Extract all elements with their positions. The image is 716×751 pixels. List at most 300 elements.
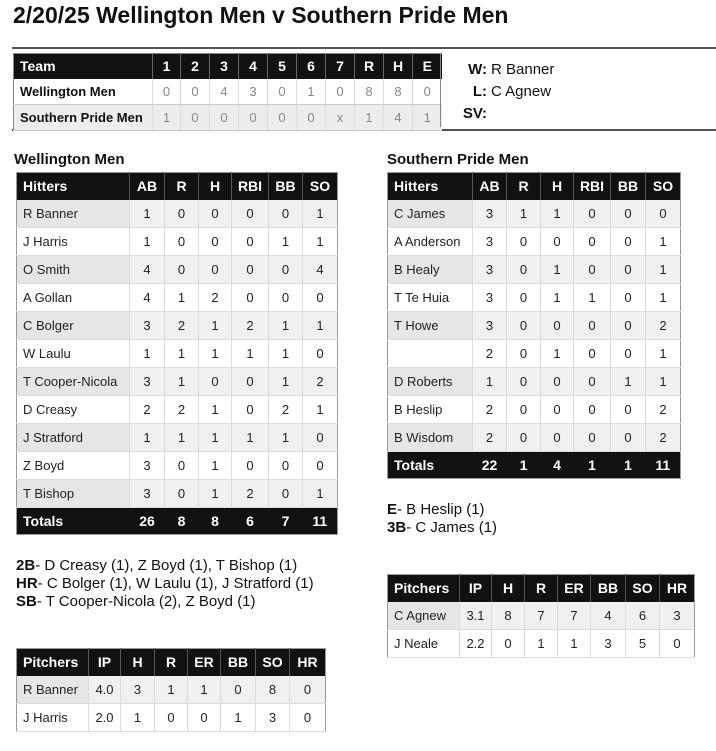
pitcher-name: R Banner: [17, 676, 89, 704]
stat-cell: 3: [473, 200, 507, 228]
home-hitters-table: [16, 172, 338, 535]
stat-cell: 0: [574, 228, 611, 256]
home-hitters-header-cell: SO: [303, 173, 338, 200]
loss-pitcher-name: C Agnew: [491, 83, 552, 100]
stat-cell: 1: [188, 676, 221, 704]
hitter-name: T Cooper-Nicola: [17, 368, 130, 396]
pitchers-header-cell: HR: [660, 575, 695, 602]
line-score-cell: 0: [153, 79, 181, 105]
stat-cell: 0: [165, 228, 199, 256]
hitter-name: D Roberts: [388, 368, 473, 396]
stat-cell: 0: [232, 256, 269, 284]
line-score-cell: 0: [210, 105, 239, 131]
stat-cell: 1: [199, 312, 232, 340]
stat-cell: 8: [256, 676, 290, 704]
hitter-name: B Wisdom: [388, 424, 473, 452]
note-label: SB: [16, 593, 37, 610]
away-pitchers-header: [388, 575, 695, 602]
stat-cell: 1: [232, 424, 269, 452]
line-score-cell: 0: [239, 105, 268, 131]
stat-cell: 0: [199, 368, 232, 396]
stat-cell: 7: [525, 602, 558, 630]
line-score-cell: 4: [384, 105, 413, 131]
away-game-notes: [387, 501, 497, 537]
stat-cell: 0: [611, 396, 646, 424]
stat-cell: 3: [473, 284, 507, 312]
stat-cell: 4: [130, 284, 165, 312]
stat-cell: 0: [199, 228, 232, 256]
hitter-row: [17, 200, 338, 228]
stat-cell: 1: [232, 340, 269, 368]
stat-cell: 0: [232, 396, 269, 424]
pitcher-row: [17, 676, 326, 704]
pitchers-header-cell: Pitchers: [17, 649, 89, 676]
hitter-row: [17, 312, 338, 340]
total-cell: 26: [130, 508, 165, 535]
line-score-cell: 0: [413, 79, 442, 105]
away-hitters-header: [388, 173, 681, 200]
stat-cell: 3: [130, 368, 165, 396]
line-score-header-cell: 6: [297, 54, 326, 79]
hitter-name: T Bishop: [17, 480, 130, 508]
line-score-row: [14, 79, 442, 105]
stat-cell: 0: [290, 704, 326, 732]
line-score-table: [13, 53, 442, 131]
total-cell: 7: [269, 508, 303, 535]
stat-cell: 1: [155, 676, 188, 704]
stat-cell: 2: [232, 312, 269, 340]
stat-cell: 0: [611, 312, 646, 340]
stat-cell: 0: [232, 200, 269, 228]
stat-cell: 0: [303, 424, 338, 452]
stat-cell: 1: [165, 340, 199, 368]
stat-cell: 0: [269, 480, 303, 508]
stat-cell: 7: [558, 602, 591, 630]
hitter-row: [17, 368, 338, 396]
hitter-name: T Te Huia: [388, 284, 473, 312]
stat-cell: 1: [269, 424, 303, 452]
away-hitters-header-cell: H: [541, 173, 574, 200]
stat-cell: 2: [165, 396, 199, 424]
stat-cell: 1: [541, 256, 574, 284]
stat-cell: 1: [130, 228, 165, 256]
home-game-notes: [16, 557, 314, 611]
hitter-row: [388, 200, 681, 228]
hitter-row: [17, 424, 338, 452]
loss-label: L:: [472, 83, 487, 100]
home-pitchers-header: [17, 649, 326, 676]
note-line: [16, 593, 314, 611]
home-hitters-header-cell: BB: [269, 173, 303, 200]
stat-cell: 1: [121, 704, 155, 732]
stat-cell: 4: [591, 602, 626, 630]
line-score-header-cell: 4: [239, 54, 268, 79]
line-score-header-cell: 5: [268, 54, 297, 79]
stat-cell: 1: [199, 452, 232, 480]
home-team-title: Wellington Men: [14, 151, 125, 168]
stat-cell: 1: [165, 284, 199, 312]
stat-cell: 0: [611, 340, 646, 368]
stat-cell: 1: [646, 368, 681, 396]
line-score-cell: 8: [355, 79, 384, 105]
stat-cell: 1: [646, 340, 681, 368]
hitter-row: [388, 284, 681, 312]
stat-cell: 2: [269, 396, 303, 424]
stat-cell: 1: [646, 228, 681, 256]
hitter-row: [388, 424, 681, 452]
total-cell: 1: [507, 452, 541, 479]
stat-cell: 0: [232, 228, 269, 256]
line-score-cell: 0: [268, 105, 297, 131]
note-text: - T Cooper-Nicola (2), Z Boyd (1): [36, 593, 256, 610]
hitter-name: R Banner: [17, 200, 130, 228]
stat-cell: 1: [611, 368, 646, 396]
stat-cell: 0: [611, 228, 646, 256]
total-cell: 22: [473, 452, 507, 479]
save-pitcher: [441, 105, 491, 122]
note-text: - D Creasy (1), Z Boyd (1), T Bishop (1): [35, 557, 298, 574]
stat-cell: 0: [303, 284, 338, 312]
hitter-row: [388, 256, 681, 284]
line-score-cell: 1: [413, 105, 442, 131]
stat-cell: 3: [591, 630, 626, 658]
save-label: SV:: [462, 105, 487, 122]
note-text: - C James (1): [406, 519, 498, 536]
stat-cell: 1: [541, 284, 574, 312]
hitter-row: [388, 228, 681, 256]
note-line: [387, 519, 497, 537]
stat-cell: 1: [303, 228, 338, 256]
stat-cell: 0: [574, 368, 611, 396]
away-hitters-header-cell: AB: [473, 173, 507, 200]
stat-cell: 0: [574, 256, 611, 284]
line-score-header-cell: R: [355, 54, 384, 79]
stat-cell: 0: [611, 256, 646, 284]
stat-cell: 2: [646, 312, 681, 340]
win-label: W:: [468, 61, 487, 78]
stat-cell: 1: [130, 340, 165, 368]
pitchers-header-cell: H: [121, 649, 155, 676]
hitter-name: Z Boyd: [17, 452, 130, 480]
hitter-row: [17, 340, 338, 368]
stat-cell: 1: [269, 340, 303, 368]
stat-cell: 0: [574, 396, 611, 424]
stat-cell: 1: [199, 340, 232, 368]
stat-cell: 1: [646, 256, 681, 284]
away-hitters-header-cell: R: [507, 173, 541, 200]
hitter-row: [17, 284, 338, 312]
stat-cell: 1: [199, 396, 232, 424]
stat-cell: 4: [303, 256, 338, 284]
stat-cell: 0: [199, 200, 232, 228]
hitter-name: D Creasy: [17, 396, 130, 424]
stat-cell: 6: [626, 602, 660, 630]
stat-cell: 2: [473, 424, 507, 452]
stat-cell: 0: [232, 452, 269, 480]
note-label: E: [387, 501, 398, 518]
stat-cell: 2.0: [89, 704, 121, 732]
stat-cell: 0: [507, 312, 541, 340]
stat-cell: 3: [130, 452, 165, 480]
stat-cell: 3: [473, 256, 507, 284]
stat-cell: 1: [130, 424, 165, 452]
stat-cell: 0: [165, 480, 199, 508]
stat-cell: 3: [130, 312, 165, 340]
away-hitters-header-cell: Hitters: [388, 173, 473, 200]
stat-cell: 8: [492, 602, 525, 630]
hitter-name: C James: [388, 200, 473, 228]
stat-cell: 1: [269, 228, 303, 256]
stat-cell: 0: [269, 284, 303, 312]
stat-cell: 0: [492, 630, 525, 658]
line-score-team-name: Southern Pride Men: [14, 105, 153, 131]
stat-cell: 0: [269, 200, 303, 228]
stat-cell: 1: [165, 424, 199, 452]
pitchers-header-cell: H: [492, 575, 525, 602]
hitter-name: C Bolger: [17, 312, 130, 340]
line-score-header-cell: H: [384, 54, 413, 79]
hitter-row: [17, 256, 338, 284]
totals-row: [388, 452, 681, 479]
stat-cell: 0: [574, 424, 611, 452]
page-title: 2/20/25 Wellington Men v Southern Pride Men: [13, 2, 509, 28]
hitter-row: [388, 340, 681, 368]
stat-cell: 1: [646, 284, 681, 312]
home-hitters-header-cell: R: [165, 173, 199, 200]
pitching-decisions: [440, 53, 716, 127]
stat-cell: 0: [232, 368, 269, 396]
line-score-cell: x: [326, 105, 355, 131]
hitter-name: J Stratford: [17, 424, 130, 452]
line-score-cell: 3: [239, 79, 268, 105]
stat-cell: 3: [130, 480, 165, 508]
stat-cell: 0: [303, 340, 338, 368]
home-hitters-header-cell: RBI: [232, 173, 269, 200]
stat-cell: 2: [473, 340, 507, 368]
pitchers-header-cell: ER: [188, 649, 221, 676]
hitter-row: [17, 228, 338, 256]
stat-cell: 5: [626, 630, 660, 658]
stat-cell: 0: [507, 424, 541, 452]
hitter-row: [388, 368, 681, 396]
stat-cell: 0: [646, 200, 681, 228]
total-cell: 1: [574, 452, 611, 479]
total-cell: 4: [541, 452, 574, 479]
stat-cell: 1: [221, 704, 256, 732]
line-score-header: [14, 54, 442, 79]
stat-cell: 0: [541, 368, 574, 396]
stat-cell: 4: [130, 256, 165, 284]
stat-cell: 0: [188, 704, 221, 732]
pitcher-name: C Agnew: [388, 602, 460, 630]
stat-cell: 1: [574, 284, 611, 312]
hitter-name: O Smith: [17, 256, 130, 284]
line-score-row: [14, 105, 442, 131]
line-score-cell: 8: [384, 79, 413, 105]
line-score-cell: 0: [326, 79, 355, 105]
line-score-header-cell: 7: [326, 54, 355, 79]
pitchers-header-cell: IP: [89, 649, 121, 676]
pitchers-header-cell: HR: [290, 649, 326, 676]
line-score-header-cell: E: [413, 54, 442, 79]
stat-cell: 1: [130, 200, 165, 228]
stat-cell: 0: [269, 452, 303, 480]
stat-cell: 0: [611, 424, 646, 452]
losing-pitcher: [441, 83, 551, 100]
total-cell: 1: [611, 452, 646, 479]
line-score-header-cell: 2: [181, 54, 210, 79]
stat-cell: 0: [541, 228, 574, 256]
stat-cell: 0: [507, 340, 541, 368]
hitter-name: W Laulu: [17, 340, 130, 368]
line-score-cell: 1: [153, 105, 181, 131]
stat-cell: 0: [611, 200, 646, 228]
stat-cell: 0: [574, 340, 611, 368]
note-label: 3B: [387, 519, 407, 536]
stat-cell: 1: [541, 200, 574, 228]
hitter-row: [388, 312, 681, 340]
stat-cell: 3: [473, 312, 507, 340]
totals-label: Totals: [17, 508, 130, 535]
stat-cell: 0: [165, 452, 199, 480]
hitter-name: A Anderson: [388, 228, 473, 256]
stat-cell: 3.1: [460, 602, 492, 630]
total-cell: 11: [646, 452, 681, 479]
stat-cell: 1: [199, 424, 232, 452]
hitter-name: B Healy: [388, 256, 473, 284]
line-score-panel: [12, 47, 716, 131]
home-hitters-header-cell: H: [199, 173, 232, 200]
totals-row: [17, 508, 338, 535]
winning-pitcher: [441, 61, 554, 78]
total-cell: 8: [199, 508, 232, 535]
home-pitchers-table: [16, 648, 326, 732]
stat-cell: 0: [269, 256, 303, 284]
pitcher-name: J Neale: [388, 630, 460, 658]
stat-cell: 0: [507, 228, 541, 256]
stat-cell: 1: [525, 630, 558, 658]
totals-label: Totals: [388, 452, 473, 479]
hitter-row: [17, 480, 338, 508]
pitchers-header-cell: R: [155, 649, 188, 676]
stat-cell: 4.0: [89, 676, 121, 704]
stat-cell: 0: [507, 256, 541, 284]
stat-cell: 1: [558, 630, 591, 658]
pitcher-row: [17, 704, 326, 732]
note-text: - B Heslip (1): [397, 501, 485, 518]
home-hitters-header-cell: AB: [130, 173, 165, 200]
stat-cell: 0: [660, 630, 695, 658]
stat-cell: 0: [221, 676, 256, 704]
note-text: - C Bolger (1), W Laulu (1), J Stratford (1): [37, 575, 314, 592]
stat-cell: 2: [473, 396, 507, 424]
hitter-name: T Howe: [388, 312, 473, 340]
away-team-title: Southern Pride Men: [387, 151, 529, 168]
away-hitters-header-cell: BB: [611, 173, 646, 200]
stat-cell: 0: [232, 284, 269, 312]
stat-cell: 3: [660, 602, 695, 630]
stat-cell: 0: [541, 312, 574, 340]
stat-cell: 0: [199, 256, 232, 284]
note-line: [16, 557, 314, 575]
stat-cell: 0: [611, 284, 646, 312]
home-hitters-header: [17, 173, 338, 200]
stat-cell: 2: [232, 480, 269, 508]
hitter-name: B Heslip: [388, 396, 473, 424]
stat-cell: 0: [155, 704, 188, 732]
stat-cell: 0: [290, 676, 326, 704]
line-score-cell: 0: [297, 105, 326, 131]
hitter-name: [388, 340, 473, 368]
stat-cell: 2: [646, 424, 681, 452]
stat-cell: 0: [574, 200, 611, 228]
note-label: HR: [16, 575, 38, 592]
line-score-cell: 0: [181, 79, 210, 105]
stat-cell: 1: [303, 480, 338, 508]
pitchers-header-cell: R: [525, 575, 558, 602]
line-score-cell: 4: [210, 79, 239, 105]
note-line: [387, 501, 497, 519]
stat-cell: 0: [507, 368, 541, 396]
line-score-cell: 0: [268, 79, 297, 105]
pitchers-header-cell: BB: [221, 649, 256, 676]
stat-cell: 1: [473, 368, 507, 396]
line-score-cell: 0: [181, 105, 210, 131]
stat-cell: 2: [199, 284, 232, 312]
stat-cell: 3: [256, 704, 290, 732]
home-hitters-header-cell: Hitters: [17, 173, 130, 200]
pitchers-header-cell: ER: [558, 575, 591, 602]
line-score-header-cell: 1: [153, 54, 181, 79]
stat-cell: 1: [541, 340, 574, 368]
stat-cell: 0: [541, 396, 574, 424]
hitter-name: A Gollan: [17, 284, 130, 312]
stat-cell: 2: [165, 312, 199, 340]
stat-cell: 2: [130, 396, 165, 424]
line-score-cell: 1: [297, 79, 326, 105]
stat-cell: 1: [303, 396, 338, 424]
away-pitchers-table: [387, 574, 695, 658]
stat-cell: 3: [121, 676, 155, 704]
note-line: [16, 575, 314, 593]
line-score-cell: 1: [355, 105, 384, 131]
line-score-header-cell: 3: [210, 54, 239, 79]
hitter-row: [17, 452, 338, 480]
hitter-row: [17, 396, 338, 424]
stat-cell: 1: [269, 368, 303, 396]
stat-cell: 2: [303, 368, 338, 396]
note-label: 2B: [16, 557, 36, 574]
stat-cell: 1: [199, 480, 232, 508]
line-score-header-cell: Team: [14, 54, 153, 79]
win-pitcher-name: R Banner: [491, 61, 555, 78]
pitchers-header-cell: SO: [256, 649, 290, 676]
stat-cell: 1: [165, 368, 199, 396]
away-hitters-table: [387, 172, 681, 479]
stat-cell: 2.2: [460, 630, 492, 658]
stat-cell: 0: [165, 200, 199, 228]
pitcher-name: J Harris: [17, 704, 89, 732]
pitcher-row: [388, 602, 695, 630]
stat-cell: 1: [269, 312, 303, 340]
stat-cell: 0: [541, 424, 574, 452]
stat-cell: 0: [507, 396, 541, 424]
stat-cell: 0: [303, 452, 338, 480]
away-hitters-header-cell: SO: [646, 173, 681, 200]
pitchers-header-cell: SO: [626, 575, 660, 602]
pitchers-header-cell: Pitchers: [388, 575, 460, 602]
total-cell: 6: [232, 508, 269, 535]
